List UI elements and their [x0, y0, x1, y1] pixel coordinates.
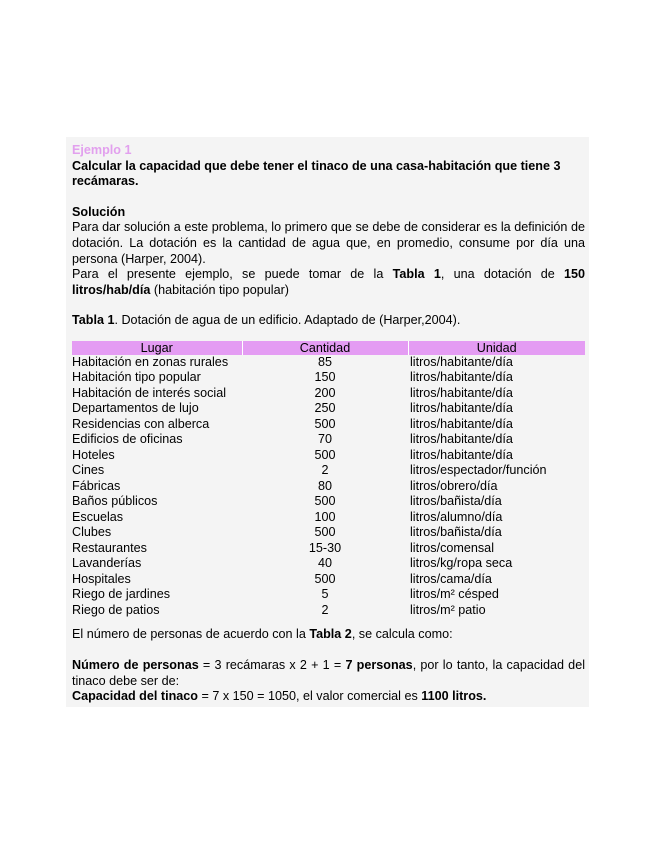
table-row: [72, 556, 585, 572]
cell-cantidad: 70: [317, 432, 332, 447]
cell-lugar: Habitación tipo popular: [72, 370, 201, 385]
people-result: 7 personas: [345, 658, 413, 673]
cell-lugar: Edificios de oficinas: [72, 432, 183, 447]
cell-unidad: litros/bañista/día: [410, 525, 502, 540]
cell-cantidad: 85: [317, 354, 332, 369]
header-unidad: Unidad: [408, 341, 585, 355]
table-row: [72, 541, 585, 557]
p2-value: 150 litros/hab/día: [72, 267, 585, 297]
cell-unidad: litros/espectador/función: [410, 463, 547, 478]
cell-cantidad: 15-30: [308, 540, 342, 555]
cell-lugar: Escuelas: [72, 509, 124, 524]
cell-cantidad: 250: [314, 401, 336, 416]
capacity-calculation: [72, 689, 585, 705]
cell-unidad: litros/habitante/día: [410, 370, 513, 385]
cell-unidad: litros/bañista/día: [410, 494, 502, 509]
table-header-row: [72, 341, 585, 355]
cell-unidad: litros/habitante/día: [410, 447, 513, 462]
example-title: Ejemplo 1: [72, 143, 132, 157]
table-row: [72, 479, 585, 495]
cell-unidad: litros/habitante/día: [410, 385, 513, 400]
table-row: [72, 525, 585, 541]
cell-cantidad: 80: [317, 478, 332, 493]
cell-lugar: Riego de patios: [72, 602, 160, 617]
cell-unidad: litros/alumno/día: [410, 509, 503, 524]
table-row: [72, 448, 585, 464]
capacity-expr: = 7 x 150 = 1050, el valor comercial es: [197, 689, 422, 704]
cell-unidad: litros/m² césped: [410, 587, 499, 602]
table-row: [72, 587, 585, 603]
example-question: Calcular la capacidad que debe tener el tinaco de una casa-habitación que tiene 3 recámaras.: [72, 158, 561, 189]
table-caption-text: . Dotación de agua de un edificio. Adaptado de (Harper,2004).: [114, 313, 461, 328]
solution-heading: Solución: [72, 204, 126, 219]
cell-cantidad: 500: [314, 525, 336, 540]
calc-intro-pre: El número de personas de acuerdo con la: [72, 627, 310, 642]
cell-lugar: Cines: [72, 463, 105, 478]
cell-lugar: Restaurantes: [72, 540, 147, 555]
cell-unidad: litros/comensal: [410, 540, 494, 555]
cell-cantidad: 100: [314, 509, 336, 524]
cell-unidad: litros/habitante/día: [410, 401, 513, 416]
table-row: [72, 417, 585, 433]
header-lugar: Lugar: [72, 341, 242, 355]
people-post: , por lo tanto, la capacidad del tinaco debe ser de:: [72, 658, 585, 688]
cell-lugar: Fábricas: [72, 478, 121, 493]
cell-lugar: Clubes: [72, 525, 112, 540]
cell-unidad: litros/habitante/día: [410, 432, 513, 447]
cell-lugar: Departamentos de lujo: [72, 401, 199, 416]
cell-cantidad: 2: [321, 463, 329, 478]
people-calculation: [72, 658, 585, 689]
p2-table-ref: Tabla 1: [392, 267, 441, 282]
p2-pre: Para el presente ejemplo, se puede tomar de la: [72, 267, 393, 282]
cell-unidad: litros/habitante/día: [410, 416, 513, 431]
cell-lugar: Hoteles: [72, 447, 115, 462]
p2-mid: , una dotación de: [440, 267, 564, 282]
cell-lugar: Hospitales: [72, 571, 131, 586]
table-row: [72, 572, 585, 588]
cell-cantidad: 2: [321, 602, 329, 617]
table-row: [72, 463, 585, 479]
cell-lugar: Residencias con alberca: [72, 416, 210, 431]
solution-paragraph-2: [72, 267, 585, 298]
document-body: [72, 143, 585, 705]
solution-paragraph-1: Para dar solución a este problema, lo primero que se debe de considerar es la definición de dotación. La dotación es la cantidad de agua que, en promedio, consume por día una persona (Harper, 2004).: [72, 220, 585, 266]
table-row: [72, 355, 585, 371]
cell-cantidad: 40: [317, 556, 332, 571]
cell-cantidad: 150: [314, 370, 336, 385]
cell-unidad: litros/obrero/día: [410, 478, 498, 493]
cell-cantidad: 500: [314, 494, 336, 509]
people-label: Número de personas: [72, 658, 199, 673]
p2-post: (habitación tipo popular): [150, 282, 289, 297]
cell-lugar: Riego de jardines: [72, 587, 171, 602]
table-row: [72, 432, 585, 448]
cell-cantidad: 200: [314, 385, 336, 400]
calc-intro-ref: Tabla 2: [309, 627, 352, 642]
table-caption: [72, 313, 585, 329]
capacity-result: 1100 litros.: [421, 689, 487, 704]
calc-intro: [72, 627, 585, 643]
table-row: [72, 386, 585, 402]
cell-cantidad: 500: [314, 416, 336, 431]
table-caption-label: Tabla 1: [72, 313, 115, 328]
cell-unidad: litros/habitante/día: [410, 354, 513, 369]
table-row: [72, 494, 585, 510]
capacity-label: Capacidad del tinaco: [72, 689, 198, 704]
calc-intro-post: , se calcula como:: [351, 627, 453, 642]
cell-unidad: litros/m² patio: [410, 602, 486, 617]
cell-unidad: litros/cama/día: [410, 571, 492, 586]
cell-cantidad: 500: [314, 447, 336, 462]
table-row: [72, 370, 585, 386]
table-row: [72, 510, 585, 526]
header-cantidad: Cantidad: [242, 341, 408, 355]
water-table: [72, 341, 585, 619]
cell-cantidad: 500: [314, 571, 336, 586]
cell-lugar: Lavanderías: [72, 556, 142, 571]
cell-lugar: Habitación en zonas rurales: [72, 354, 229, 369]
people-expr: = 3 recámaras x 2 + 1 =: [198, 658, 346, 673]
cell-lugar: Baños públicos: [72, 494, 158, 509]
cell-unidad: litros/kg/ropa seca: [410, 556, 513, 571]
cell-cantidad: 5: [321, 587, 329, 602]
table-row: [72, 401, 585, 417]
cell-lugar: Habitación de interés social: [72, 385, 227, 400]
table-row: [72, 603, 585, 619]
